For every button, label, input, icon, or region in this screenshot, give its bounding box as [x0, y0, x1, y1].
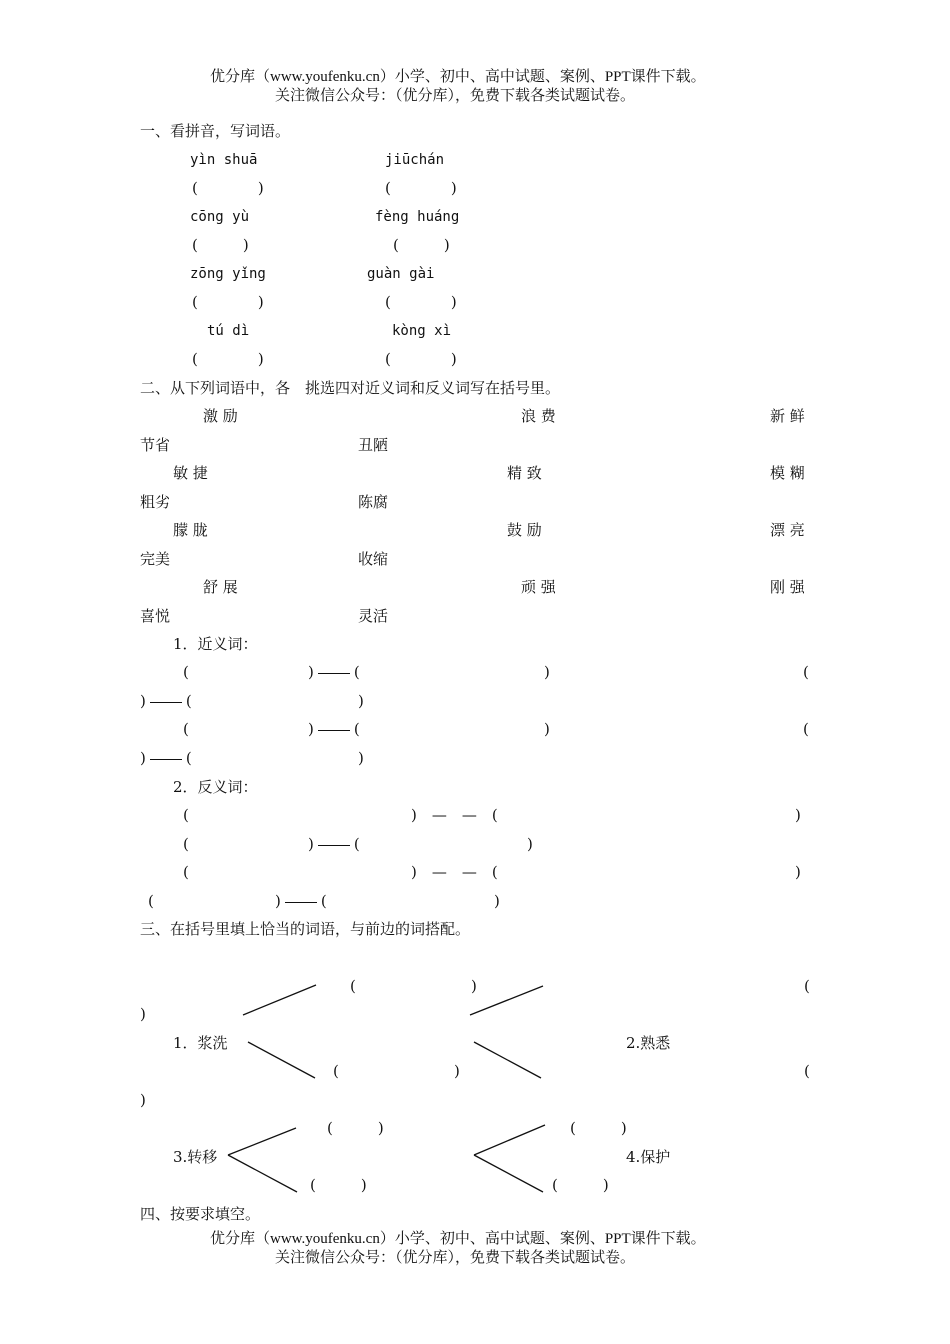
answer-bracket[interactable]: ) (: [308, 663, 360, 681]
connector-line: [248, 1042, 315, 1078]
word-item: 舒 展: [203, 578, 238, 596]
section-2-title: 二、从下列词语中，各 挑选四对近义词和反义词写在括号里。: [140, 379, 561, 397]
section-3-title: 三、在括号里填上恰当的词语，与前边的词搭配。: [140, 920, 471, 938]
word-item: 精 致: [507, 464, 542, 482]
header-line-2: 关注微信公众号：（优分库），免费下载各类试题试卷。: [275, 88, 636, 104]
answer-bracket[interactable]: ): [140, 1005, 146, 1023]
collocation-item: 2.熟悉: [626, 1034, 671, 1052]
word-item: 敏 捷: [173, 464, 208, 482]
word-item: 鼓 励: [507, 521, 542, 539]
word-item: 节省: [140, 436, 171, 454]
word-item: 模 糊: [770, 464, 805, 482]
pinyin-item: zōng yǐng: [190, 266, 266, 282]
answer-bracket[interactable]: (: [803, 663, 809, 681]
answer-bracket[interactable]: (: [804, 977, 810, 995]
word-item: 喜悦: [140, 607, 171, 625]
collocation-item: 4.保护: [626, 1148, 671, 1166]
answer-bracket[interactable]: ): [454, 1062, 460, 1080]
connector-line: [470, 986, 543, 1015]
header-line-1: 优分库（www.youfenku.cn）小学、初中、高中试题、案例、PPT课件下载。: [210, 69, 706, 85]
answer-bracket[interactable]: (: [183, 720, 189, 738]
collocation-item: 3.转移: [173, 1148, 218, 1166]
answer-bracket[interactable]: ( ): [385, 293, 457, 311]
section-1-title: 一、看拼音，写词语。: [140, 122, 291, 140]
answer-bracket[interactable]: (: [183, 663, 189, 681]
answer-bracket[interactable]: ) (: [140, 692, 192, 710]
answer-bracket[interactable]: ( ): [570, 1119, 627, 1137]
word-item: 陈腐: [358, 493, 389, 511]
answer-bracket[interactable]: ): [795, 863, 801, 881]
answer-bracket[interactable]: ): [527, 835, 533, 853]
footer-line-2: 关注微信公众号：（优分库），免费下载各类试题试卷。: [275, 1250, 636, 1266]
answer-bracket[interactable]: ( ): [192, 350, 264, 368]
answer-bracket[interactable]: (: [183, 863, 189, 881]
answer-bracket[interactable]: ) (: [140, 749, 192, 767]
answer-bracket[interactable]: ( ): [385, 179, 457, 197]
connector-line: [243, 985, 316, 1015]
antonym-label: 2．反义词：: [173, 778, 258, 796]
word-item: 浪 费: [521, 407, 556, 425]
word-item: 顽 强: [521, 578, 556, 596]
collocation-item: 1．浆洗: [173, 1034, 228, 1052]
answer-bracket[interactable]: (: [333, 1062, 339, 1080]
pinyin-item: cōng yù: [190, 209, 250, 225]
word-item: 朦 胧: [173, 521, 208, 539]
connector-line: [474, 1042, 541, 1078]
answer-bracket[interactable]: ): [544, 720, 550, 738]
answer-bracket[interactable]: ): [494, 892, 500, 910]
connector-line: [228, 1155, 297, 1192]
answer-bracket[interactable]: (: [350, 977, 356, 995]
synonym-label: 1．近义词：: [173, 635, 258, 653]
word-item: 新 鲜: [770, 407, 805, 425]
answer-bracket[interactable]: (: [148, 892, 154, 910]
pinyin-item: yìn shuā: [190, 152, 258, 168]
answer-bracket[interactable]: (: [804, 1062, 810, 1080]
answer-bracket[interactable]: (: [183, 806, 189, 824]
pinyin-item: jiūchán: [385, 152, 445, 168]
answer-bracket[interactable]: (: [183, 835, 189, 853]
connector-line: [474, 1155, 543, 1192]
pinyin-item: fèng huáng: [375, 209, 460, 225]
answer-bracket[interactable]: ( ): [385, 350, 457, 368]
word-item: 刚 强: [770, 578, 805, 596]
word-item: 激 励: [203, 407, 238, 425]
answer-bracket[interactable]: (: [803, 720, 809, 738]
word-item: 收缩: [358, 550, 389, 568]
answer-bracket[interactable]: ) (: [308, 835, 360, 853]
pinyin-item: guàn gài: [367, 266, 435, 282]
word-item: 灵活: [358, 607, 389, 625]
section-4-title: 四、按要求填空。: [140, 1205, 261, 1223]
answer-bracket[interactable]: ): [358, 749, 364, 767]
answer-bracket[interactable]: ): [795, 806, 801, 824]
word-item: 漂 亮: [770, 521, 805, 539]
answer-bracket[interactable]: ): [544, 663, 550, 681]
answer-bracket[interactable]: ): [471, 977, 477, 995]
answer-bracket[interactable]: ( ): [310, 1176, 367, 1194]
answer-bracket[interactable]: ( ): [192, 179, 264, 197]
pinyin-item: tú dì: [207, 323, 250, 339]
footer-line-1: 优分库（www.youfenku.cn）小学、初中、高中试题、案例、PPT课件下载。: [210, 1231, 706, 1247]
answer-bracket[interactable]: ( ): [192, 236, 249, 254]
answer-bracket[interactable]: ( ): [327, 1119, 384, 1137]
answer-bracket[interactable]: ) (: [275, 892, 327, 910]
word-item: 粗劣: [140, 493, 171, 511]
answer-bracket[interactable]: ) — — (: [411, 863, 498, 881]
answer-bracket[interactable]: ( ): [192, 293, 264, 311]
answer-bracket[interactable]: ): [140, 1091, 146, 1109]
word-item: 完美: [140, 550, 171, 568]
answer-bracket[interactable]: ( ): [393, 236, 450, 254]
connector-line: [474, 1125, 545, 1155]
answer-bracket[interactable]: ) — — (: [411, 806, 498, 824]
pinyin-item: kòng xì: [392, 323, 452, 339]
word-item: 丑陋: [358, 436, 389, 454]
answer-bracket[interactable]: ( ): [552, 1176, 609, 1194]
connector-line: [228, 1128, 296, 1155]
answer-bracket[interactable]: ) (: [308, 720, 360, 738]
answer-bracket[interactable]: ): [358, 692, 364, 710]
